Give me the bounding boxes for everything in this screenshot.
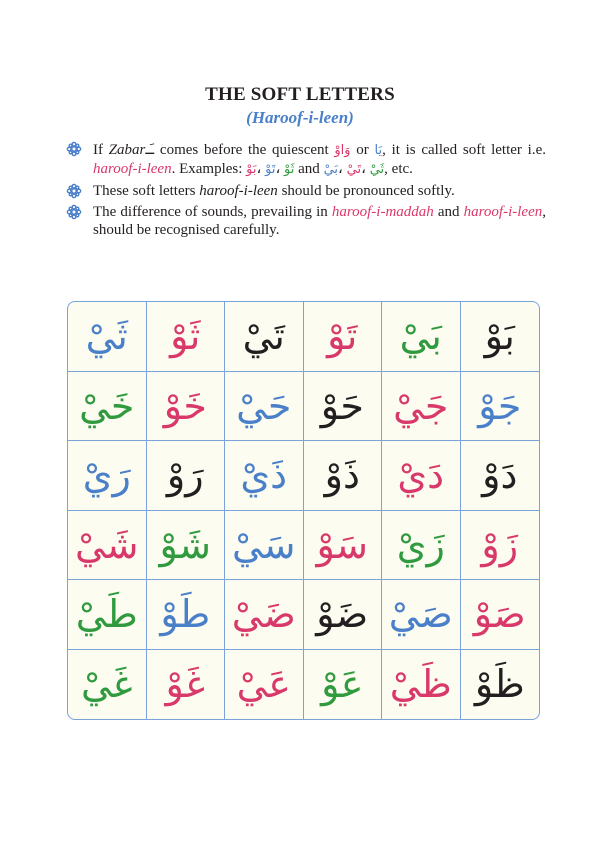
letter-cell: بَيْ xyxy=(382,302,461,372)
letter-cell: ضَوْ xyxy=(304,580,383,650)
letter-cell: سَيْ xyxy=(225,511,304,581)
letter-cell: تَوْ xyxy=(304,302,383,372)
rule-item-2 xyxy=(66,182,546,200)
soft-letters-grid xyxy=(67,301,540,720)
letter-cell: صَيْ xyxy=(382,580,461,650)
term-haroof-i-leen: haroof-i-leen xyxy=(93,161,172,177)
letter-cell: خَوْ xyxy=(147,372,226,442)
letter-cell: حَيْ xyxy=(225,372,304,442)
letter-cell: بَوْ xyxy=(461,302,540,372)
letter-cell: زَيْ xyxy=(382,511,461,581)
rule-text: These soft letters xyxy=(93,183,200,199)
letter-cell: طَيْ xyxy=(68,580,147,650)
rule-text: The difference of sounds, prevailing in xyxy=(93,204,332,220)
flower-bullet-icon xyxy=(66,141,82,157)
rule-text: , etc. xyxy=(384,161,413,177)
term-haroof-i-maddah: haroof-i-maddah xyxy=(331,204,434,220)
example-arabic: بَيْ xyxy=(323,162,339,177)
rule-text: comes before the quiescent xyxy=(154,142,335,158)
arabic-waw: وَاوْ xyxy=(334,143,351,158)
letter-cell: ثَوْ xyxy=(147,302,226,372)
example-arabic: تَوْ xyxy=(265,162,276,177)
rule-text: , it is called soft letter i.e. xyxy=(382,142,546,158)
letter-cell: جَوْ xyxy=(461,372,540,442)
flower-bullet-icon xyxy=(66,204,82,220)
letter-cell: ذَيْ xyxy=(225,441,304,511)
letter-cell: عَوْ xyxy=(304,650,383,720)
term-haroof-i-leen: haroof-i-leen xyxy=(463,204,543,220)
rule-item-3 xyxy=(66,203,546,239)
term-haroof-i-leen: haroof-i-leen xyxy=(199,183,278,199)
letter-cell: جَيْ xyxy=(382,372,461,442)
rule-text: . Examples: xyxy=(171,161,247,177)
letter-cell: زَوْ xyxy=(461,511,540,581)
letter-cell: ذَوْ xyxy=(304,441,383,511)
page-title: THE SOFT LETTERS xyxy=(205,84,395,105)
zabar-word: Zabar xyxy=(108,142,146,158)
letter-cell: عَيْ xyxy=(225,650,304,720)
rule-text: and xyxy=(294,161,324,177)
letter-cell: ضَيْ xyxy=(225,580,304,650)
letter-cell: رَيْ xyxy=(68,441,147,511)
rules-list xyxy=(66,140,546,242)
example-arabic: تَيْ xyxy=(346,162,362,177)
letter-cell: ظَوْ xyxy=(474,662,525,707)
letter-cell: دَوْ xyxy=(461,441,540,511)
letter-cell: حَوْ xyxy=(304,372,383,442)
rule-item-1: If Zabarـَـ comes before the quiescent وَاوْ or يَا, it is called soft letter i.e. haroof-i-leen. Examples: بَوْ، تَوْ، ثَوْ and بَيْ، تَيْ، ثَيْ, etc. xyxy=(66,140,546,179)
rule-text: If xyxy=(93,142,109,158)
flower-bullet-icon xyxy=(66,183,82,199)
rule-text: should be pronounced softly. xyxy=(277,183,455,199)
letter-cell: غَوْ xyxy=(147,650,226,720)
example-arabic: ثَوْ xyxy=(284,162,295,177)
letter-cell: سَوْ xyxy=(304,511,383,581)
letter-cell: شَيْ xyxy=(68,511,147,581)
letter-cell: دَيْ xyxy=(382,441,461,511)
letter-cell: خَيْ xyxy=(68,372,147,442)
letter-cell: صَوْ xyxy=(461,580,540,650)
page-subtitle: (Haroof-i-leen) xyxy=(246,108,354,127)
letter-cell: ثَيْ xyxy=(68,302,147,372)
example-arabic: ثَيْ xyxy=(369,162,385,177)
rule-text: , should be recognised carefully. xyxy=(93,204,546,238)
arabic-ya: يَا xyxy=(374,143,383,158)
example-arabic: بَوْ xyxy=(246,162,257,177)
rule-text: or xyxy=(350,142,375,158)
rule-text: and xyxy=(433,204,464,220)
letter-cell: شَوْ xyxy=(147,511,226,581)
zabar-mark: ـَـ xyxy=(145,140,155,158)
letter-cell: رَوْ xyxy=(147,441,226,511)
letter-cell: طَوْ xyxy=(147,580,226,650)
letter-cell: تَيْ xyxy=(225,302,304,372)
letter-cell: ظَيْ xyxy=(382,650,461,720)
letter-cell: غَيْ xyxy=(68,650,147,720)
